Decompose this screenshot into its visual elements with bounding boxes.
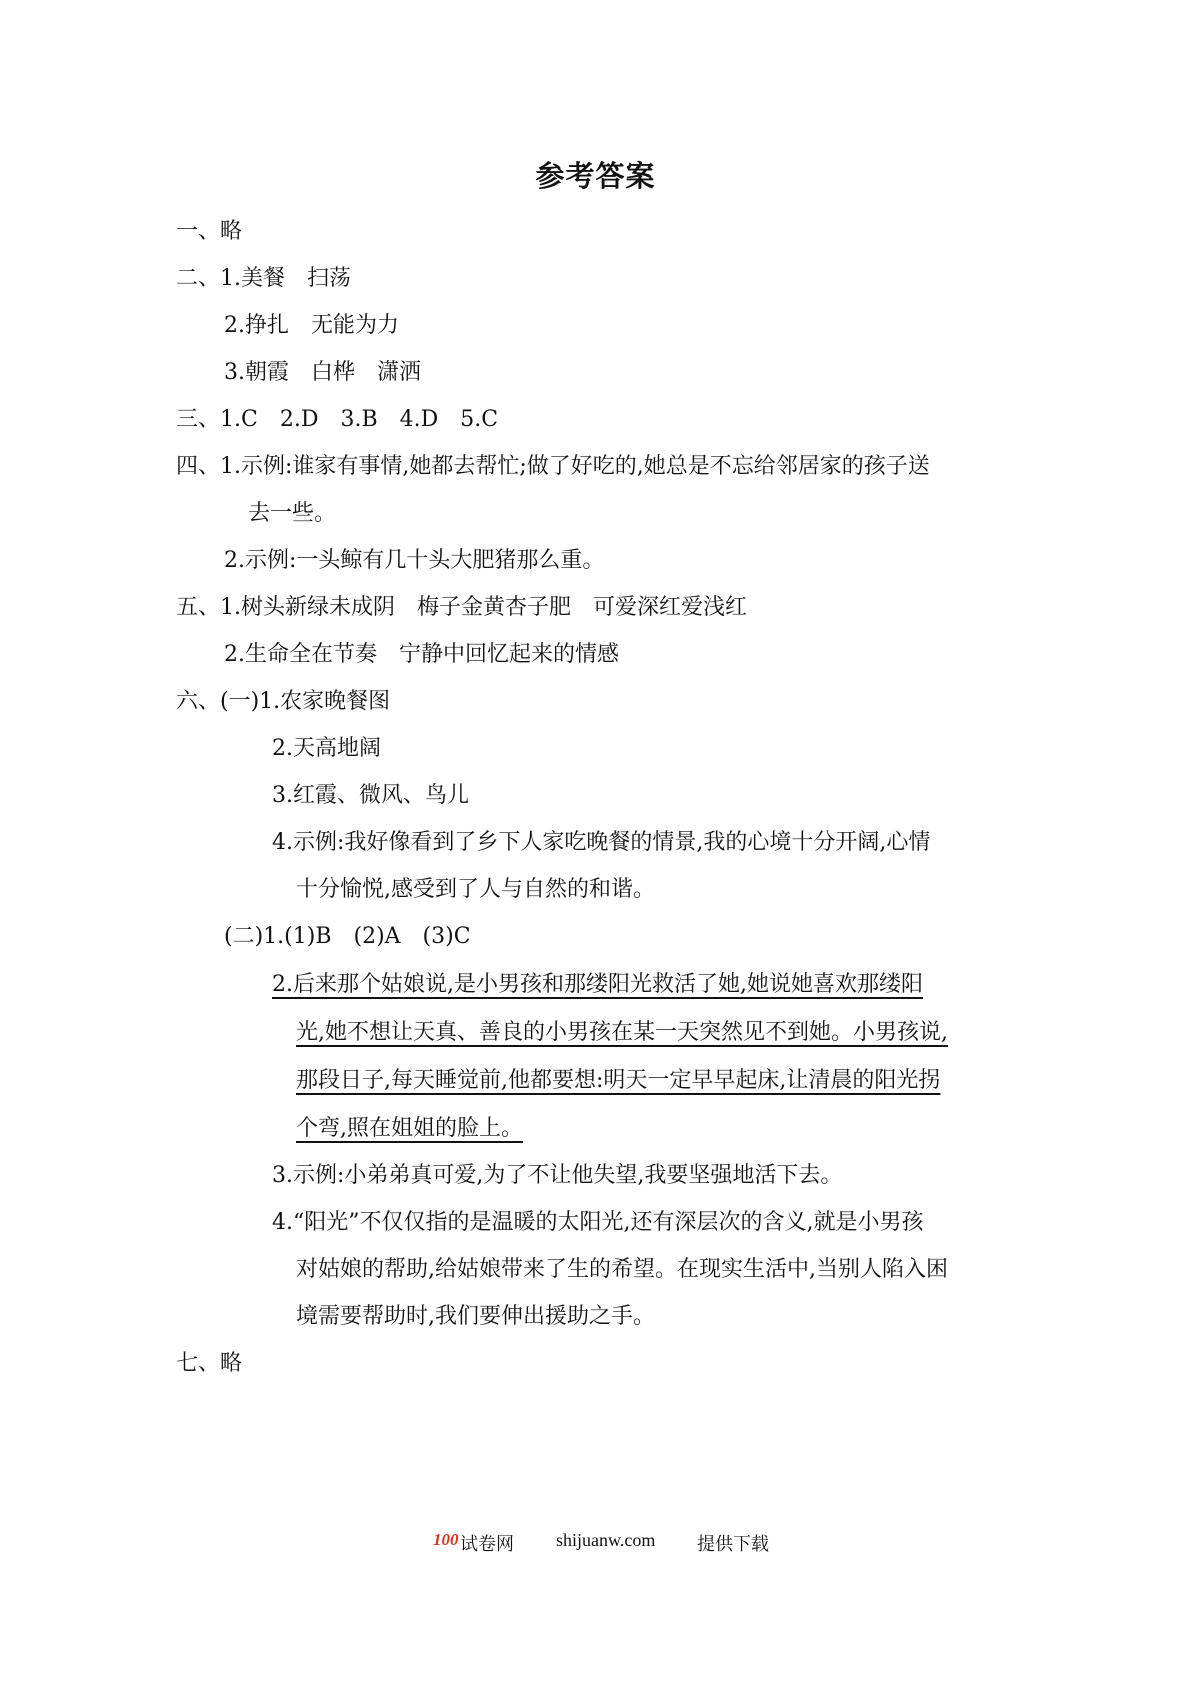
site-logo: 100 — [433, 1530, 459, 1549]
answer-line-6: 四、1.示例:谁家有事情,她都去帮忙;做了好吃的,她总是不忘给邻居家的孩子送 — [176, 454, 930, 479]
answer-line-19: 那段日子,每天睡觉前,他都要想:明天一定早早起床,让清晨的阳光拐 — [296, 1068, 941, 1093]
answer-line-10: 2.生命全在节奏 宁静中回忆起来的情感 — [224, 642, 619, 667]
answer-line-15: 十分愉悦,感受到了人与自然的和谐。 — [296, 877, 655, 902]
answer-line-23: 对姑娘的帮助,给姑娘带来了生的希望。在现实生活中,当别人陷入困 — [296, 1257, 948, 1282]
answer-line-9: 五、1.树头新绿未成阴 梅子金黄杏子肥 可爱深红爱浅红 — [176, 595, 747, 620]
answer-line-13: 3.红霞、微风、鸟儿 — [272, 783, 469, 808]
answer-line-14: 4.示例:我好像看到了乡下人家吃晚餐的情景,我的心境十分开阔,心情 — [272, 830, 931, 855]
answer-line-16: (二)1.(1)B (2)A (3)C — [224, 924, 471, 949]
answer-line-21: 3.示例:小弟弟真可爱,为了不让他失望,我要坚强地活下去。 — [272, 1163, 843, 1188]
footer-brand: 试卷网 — [460, 1534, 514, 1554]
answer-line-5: 三、1.C 2.D 3.B 4.D 5.C — [176, 407, 499, 432]
answer-line-12: 2.天高地阔 — [272, 736, 381, 761]
answer-line-24: 境需要帮助时,我们要伸出援助之手。 — [296, 1304, 655, 1329]
answer-line-11: 六、(一)1.农家晚餐图 — [176, 689, 391, 714]
answer-line-3: 2.挣扎 无能为力 — [224, 313, 399, 338]
answer-line-22: 4.“阳光”不仅仅指的是温暖的太阳光,还有深层次的含义,就是小男孩 — [272, 1210, 924, 1235]
answer-line-18: 光,她不想让天真、善良的小男孩在某一天突然见不到她。小男孩说, — [296, 1020, 948, 1045]
footer — [0, 1530, 1191, 1560]
footer-download-text: 提供下载 — [697, 1534, 769, 1554]
answer-line-25: 七、略 — [176, 1351, 243, 1376]
page-title: 参考答案 — [535, 159, 656, 193]
answer-line-4: 3.朝霞 白桦 潇洒 — [224, 360, 421, 385]
answer-line-2: 二、1.美餐 扫荡 — [176, 266, 351, 291]
answer-line-8: 2.示例:一头鲸有几十头大肥猪那么重。 — [224, 548, 605, 573]
answer-line-1: 一、略 — [176, 219, 243, 244]
answer-line-7: 去一些。 — [248, 501, 337, 526]
footer-site-link[interactable]: shijuanw.com — [556, 1530, 656, 1550]
answer-line-17: 2.后来那个姑娘说,是小男孩和那缕阳光救活了她,她说她喜欢那缕阳 — [272, 972, 923, 997]
answer-line-20: 个弯,照在姐姐的脸上。 — [296, 1116, 523, 1141]
